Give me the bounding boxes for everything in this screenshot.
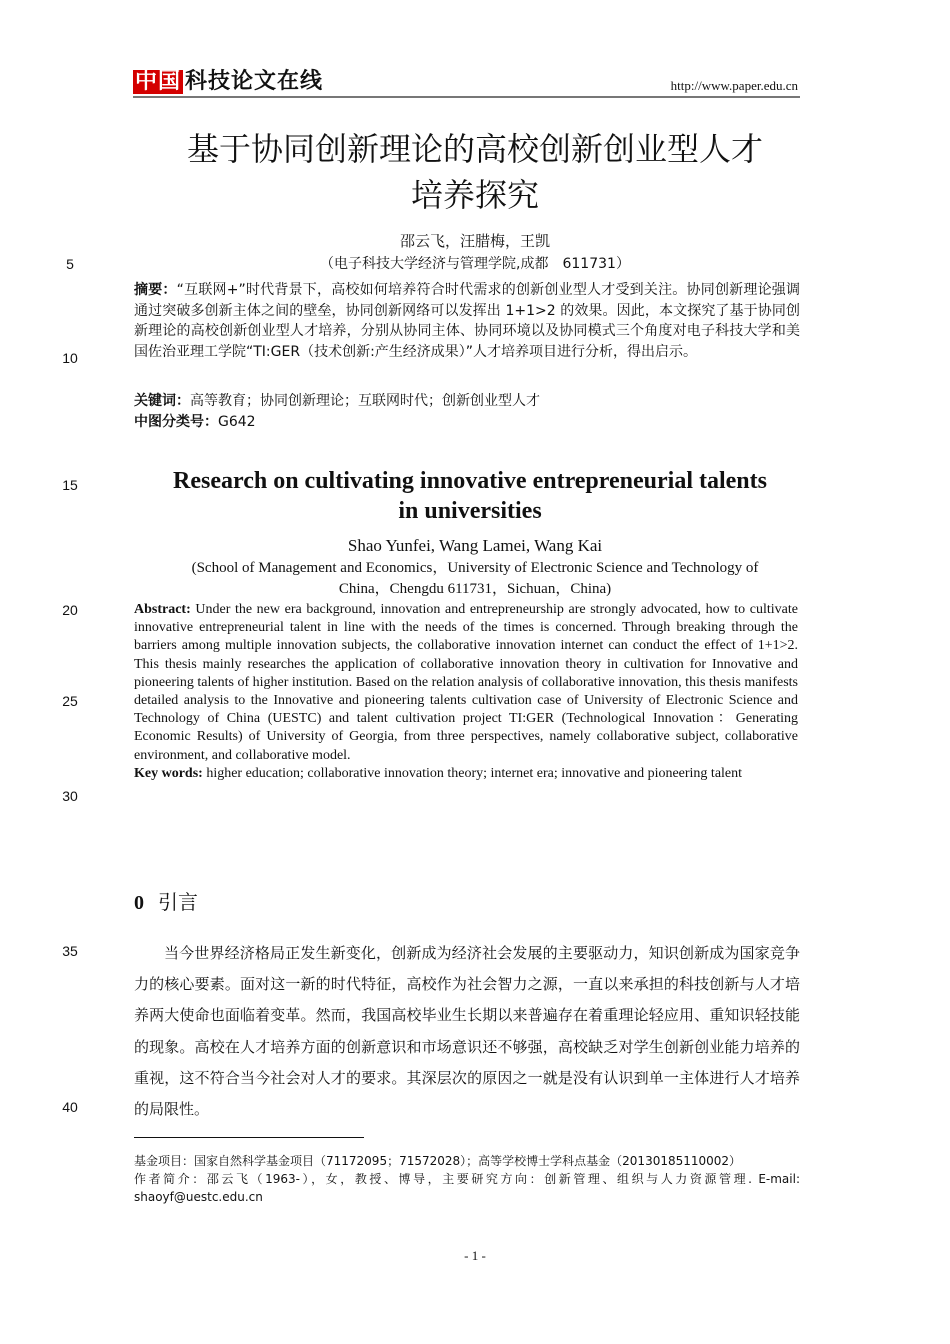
affiliation-en (130, 558, 820, 600)
keywords-en (134, 765, 798, 783)
abstract-cn-label: 摘要： (134, 282, 177, 298)
keywords-cn-label: 关键词： (134, 393, 190, 409)
title-cn-line2: 培养探究 (410, 176, 539, 214)
abstract-en (134, 601, 798, 783)
title-en (140, 466, 800, 526)
footnote-funding: 基金项目：国家自然科学基金项目（71172095；71572028）；高等学校博士学科点基金（20130185110002） (134, 1154, 742, 1168)
line-number: 10 (62, 350, 78, 366)
line-number: 15 (62, 477, 78, 493)
classification-cn (134, 412, 800, 433)
abstract-en-paragraph (134, 601, 798, 765)
keywords-cn (134, 391, 800, 412)
abstract-cn (134, 280, 800, 362)
abstract-en-label: Abstract: (134, 602, 191, 617)
keywords-en-label: Key words: (134, 765, 203, 781)
title-cn-line1: 基于协同创新理论的高校创新创业型人才 (186, 130, 763, 168)
section-title: 引言 (158, 890, 198, 914)
affiliation-en-line1: (School of Management and Economics，University of Electronic Science and Technology of (191, 560, 759, 576)
footnotes (134, 1152, 800, 1206)
abstract-en-text: Under the new era background, innovation and entrepreneurship are strongly advocated, how to cultivate innovative entrepreneurial talent in line with the needs of the times is concerned. Through breaking through the barriers among multiple innovation subjects, the collaborative innovation internet can conduct the effect of 1+1>2. This thesis mainly researches the application of collaborative innovation theory in cultivation for Innovative and pioneering talents of higher institution. Based on the relation analysis of collaborative innovation, this thesis manifests detailed analysis to the Innovative and pioneering talents cultivation case of University of Electronic Science and Technology of China (UESTC) and talent cultivation project TI:GER (Technological Innovation：Generating Economic Results) of University of Georgia, from three perspectives, namely collaborative subject, collaborative environment, and collaborative model. (134, 602, 798, 763)
line-number: 20 (62, 602, 78, 618)
intro-paragraph: 当今世界经济格局正发生新变化，创新成为经济社会发展的主要驱动力，知识创新成为国家竞争力的核心要素。面对这一新的时代特征，高校作为社会智力之源，一直以来承担的科技创新与人才培养两大使命也面临着变革。然而，我国高校毕业生长期以来普遍存在着重理论轻应用、重知识轻技能的现象。高校在人才培养方面的创新意识和市场意识还不够强，高校缺乏对学生创新创业能力培养的重视，这不符合当今社会对人才的要求。其深层次的原因之一就是没有认识到单一主体进行人才培养的局限性。 (134, 944, 800, 1119)
affiliation-cn: （电子科技大学经济与管理学院,成都 611731） (320, 256, 630, 272)
keywords-en-text: higher education; collaborative innovation theory; internet era; innovative and pioneering talent (202, 765, 743, 781)
line-number: 25 (62, 693, 78, 709)
site-logo[interactable] (133, 70, 323, 94)
authors-cn: 邵云飞，汪腊梅，王凯 (399, 232, 550, 250)
title-en-line2: in universities (398, 498, 542, 524)
title-cn (130, 126, 820, 218)
line-number: 5 (66, 256, 74, 272)
logo-black-text: 科技论文在线 (185, 69, 324, 94)
page-number: - 1 - (464, 1248, 486, 1263)
line-number: 35 (62, 943, 78, 959)
classification-cn-label: 中图分类号： (134, 414, 218, 430)
header-url[interactable]: http://www.paper.edu.cn (670, 78, 798, 93)
section-heading (134, 886, 198, 915)
abstract-cn-text: “互联网+”时代背景下，高校如何培养符合时代需求的创新创业型人才受到关注。协同创新理论强调通过突破多创新主体之间的壁垒，协同创新网络可以发挥出 1+1>2 的效果。因此，本文探究了基于协同创新理论的高校创新创业型人才培养，分别从协同主体、协同环境以及协同模式三个角度对电子科技大学和美国佐治亚理工学院“TI:GER（技术创新:产生经济成果）”人才培养项目进行分析，得出启示。 (134, 282, 801, 360)
classification-cn-text: G642 (218, 414, 256, 430)
authors-en: Shao Yunfei, Wang Lamei, Wang Kai (347, 536, 603, 555)
section-number: 0 (134, 892, 144, 914)
page-header (133, 68, 800, 98)
footnote-divider (134, 1137, 364, 1138)
line-number: 30 (62, 788, 78, 804)
logo-red-text: 中国 (135, 69, 182, 94)
keywords-cn-text: 高等教育；协同创新理论；互联网时代；创新创业型人才 (190, 393, 540, 409)
title-en-line1: Research on cultivating innovative entrepreneurial talents (173, 468, 767, 494)
footnote-author-bio: 作者简介：邵云飞（1963-），女，教授、博导，主要研究方向：创新管理、组织与人力资源管理. E-mail: shaoyf@uestc.edu.cn (134, 1172, 800, 1204)
line-number: 40 (62, 1099, 78, 1115)
affiliation-en-line2: China，Chengdu 611731，Sichuan，China) (338, 581, 612, 597)
